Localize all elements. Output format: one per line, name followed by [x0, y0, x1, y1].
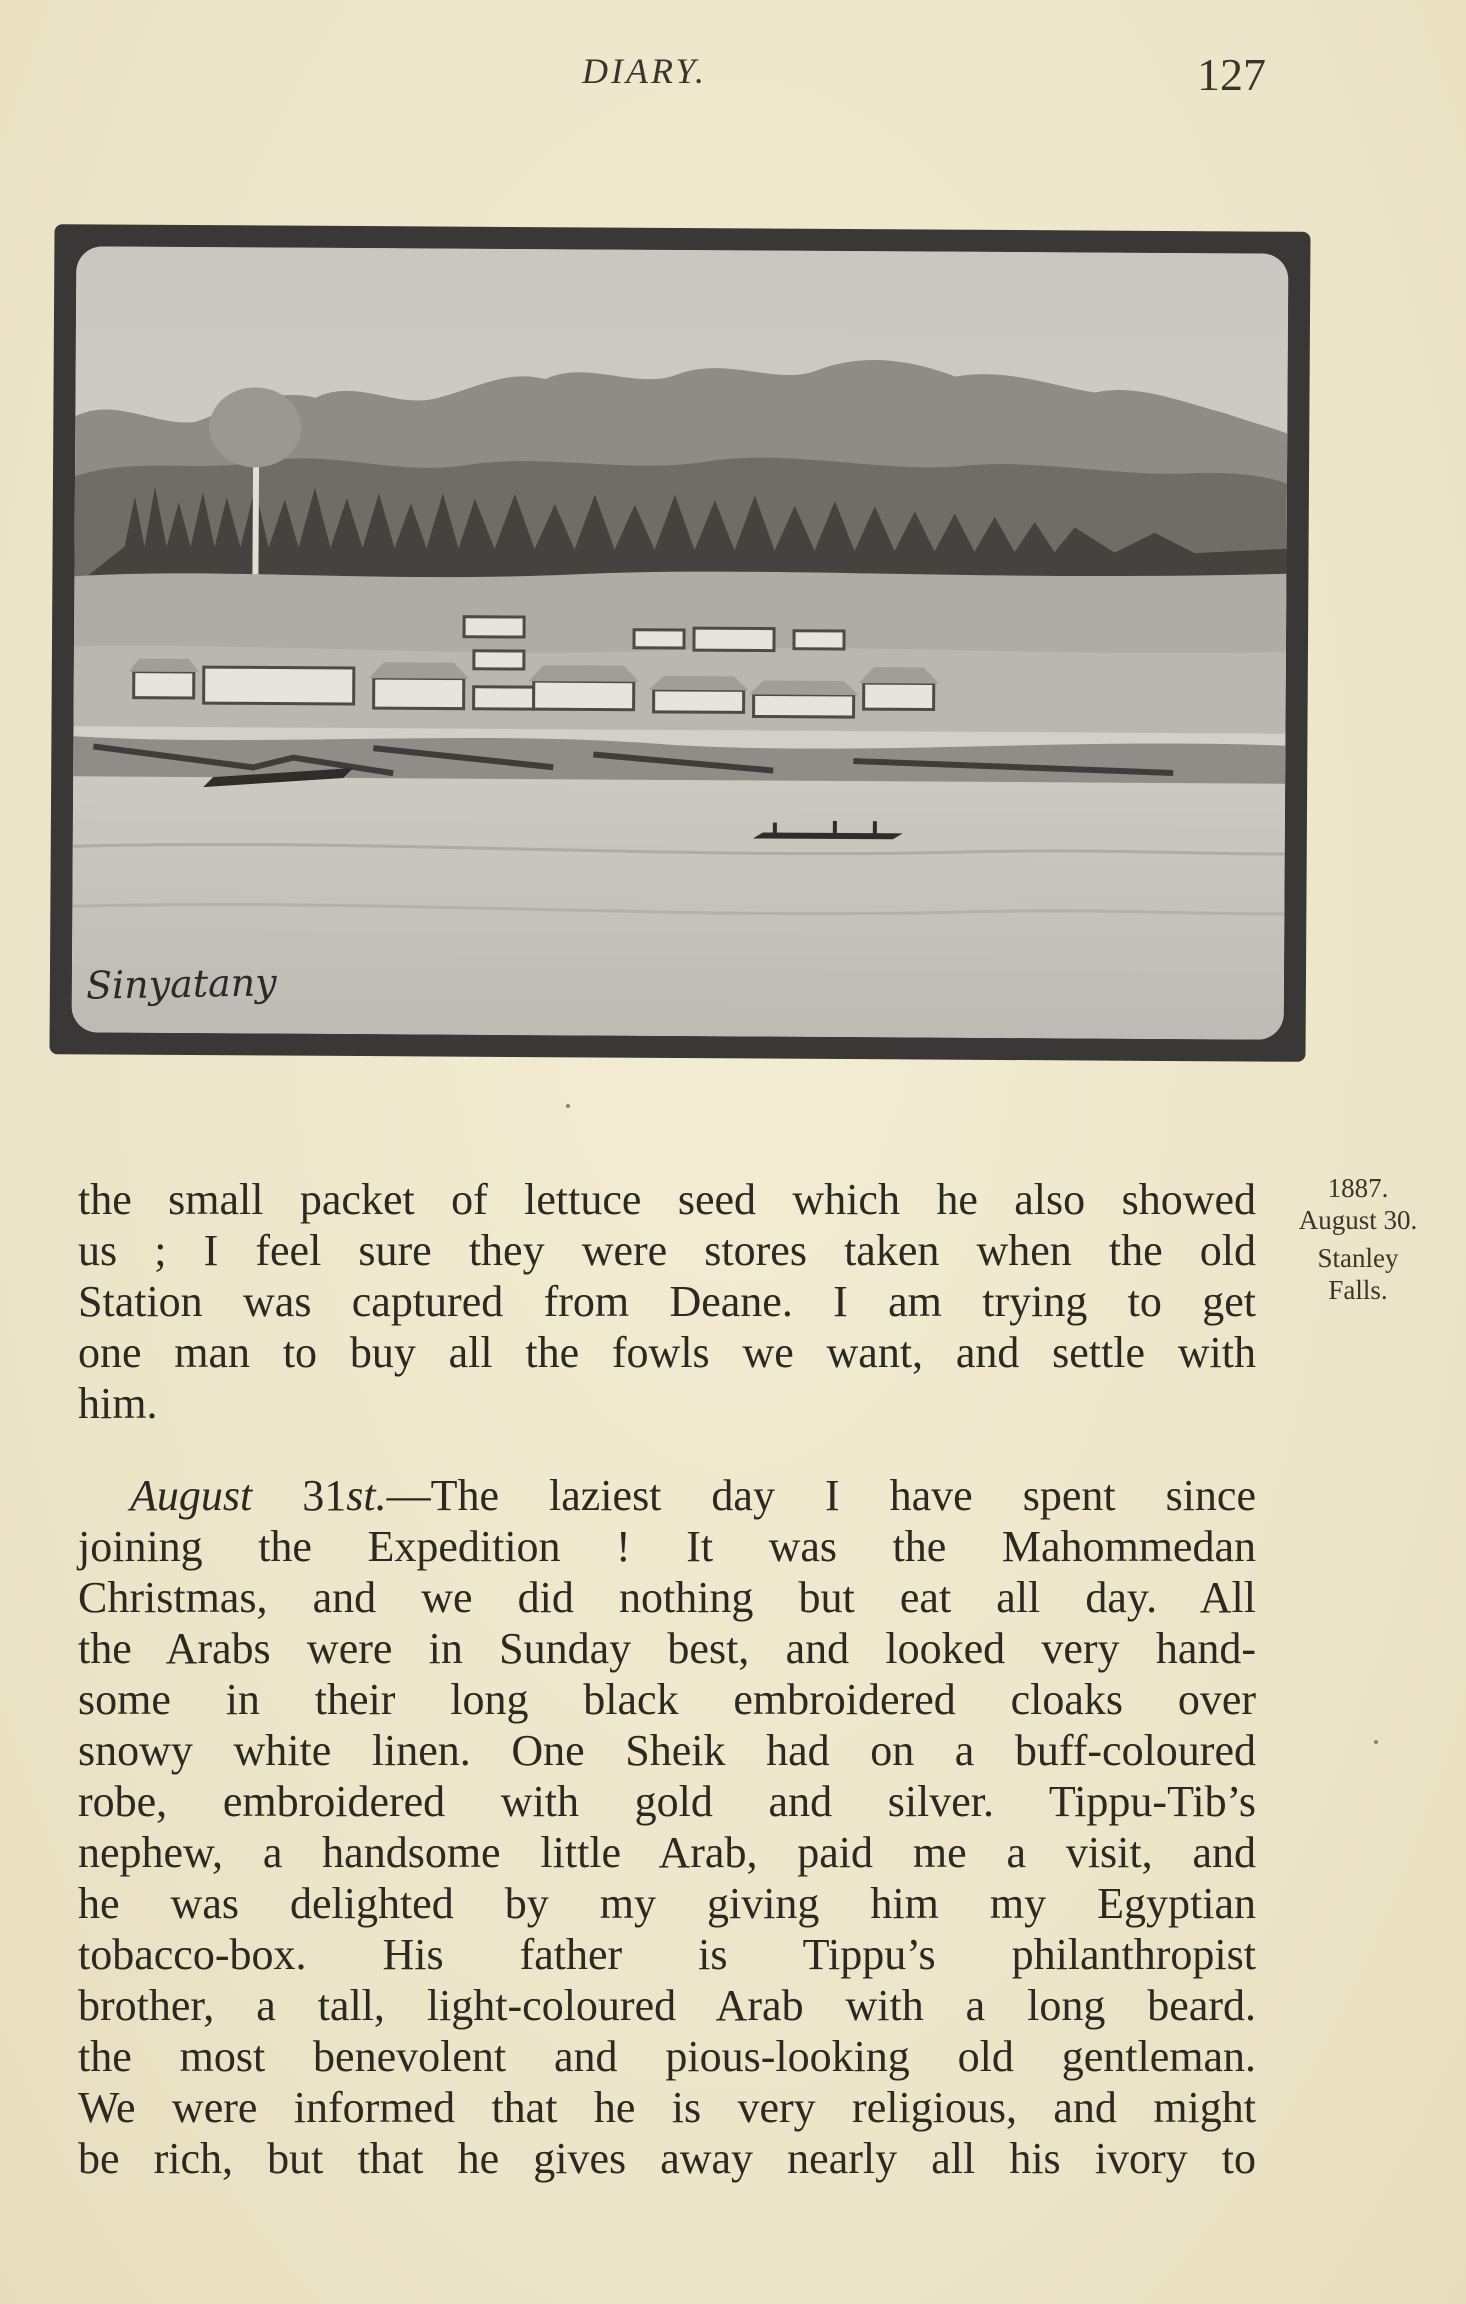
text-line: be rich, but that he gives away nearly all his ivory to — [78, 2134, 1256, 2183]
stray-mark — [566, 1104, 570, 1108]
text-line: tobacco-box. His father is Tippu’s philanthropist — [78, 1930, 1256, 1979]
artist-signature: Sinyatany — [85, 960, 278, 1008]
entry-date-month: August — [130, 1471, 253, 1520]
illustration-plate — [49, 224, 1310, 1062]
text-line: nephew, a handsome little Arab, paid me a visit, and — [78, 1828, 1256, 1877]
text-line: brother, a tall, light-coloured Arab with a long beard. — [78, 1981, 1256, 2030]
text-line: robe, embroidered with gold and silver. Tippu-Tib’s — [78, 1777, 1256, 1826]
illustration-landscape — [72, 246, 1289, 1039]
text-line: joining the Expedition ! It was the Mahommedan — [78, 1522, 1256, 1571]
entry-date-day: 31 — [302, 1471, 347, 1520]
margin-date: August 30. — [1298, 1205, 1418, 1235]
text-line: We were informed that he is very religious, and might — [78, 2083, 1256, 2132]
paragraph-2 — [78, 1470, 1256, 2184]
text-line: some in their long black embroidered cloaks over — [78, 1675, 1256, 1724]
text-line: he was delighted by my giving him my Egyptian — [78, 1879, 1256, 1928]
text-line: us ; I feel sure they were stores taken when the old — [78, 1226, 1256, 1275]
text-line: one man to buy all the fowls we want, and settle with — [78, 1328, 1256, 1377]
marginal-note — [1278, 1172, 1438, 1306]
first-line-rest: —The laziest day I have spent since — [386, 1471, 1256, 1520]
running-head: DIARY. — [582, 51, 708, 91]
entry-date-suffix: st. — [346, 1471, 387, 1520]
margin-year: 1887. — [1327, 1173, 1389, 1203]
margin-place-2: Falls. — [1328, 1275, 1388, 1305]
text-line-first — [78, 1470, 1256, 1521]
text-line: snowy white linen. One Sheik had on a buff-coloured — [78, 1726, 1256, 1775]
text-line: the most benevolent and pious-looking old gentleman. — [78, 2032, 1256, 2081]
page-number: 127 — [1197, 49, 1266, 100]
text-line: the Arabs were in Sunday best, and looked very hand- — [78, 1624, 1256, 1673]
text-line: the small packet of lettuce seed which he also showed — [78, 1175, 1256, 1224]
text-line: Christmas, and we did nothing but eat all day. All — [78, 1573, 1256, 1622]
river-village-illustration — [72, 246, 1289, 1039]
margin-place-1: Stanley — [1317, 1243, 1399, 1273]
paragraph-1 — [78, 1174, 1256, 1429]
stray-mark — [1374, 1740, 1378, 1744]
text-line: Station was captured from Deane. I am trying to get — [78, 1277, 1256, 1326]
text-line: him. — [78, 1379, 158, 1428]
